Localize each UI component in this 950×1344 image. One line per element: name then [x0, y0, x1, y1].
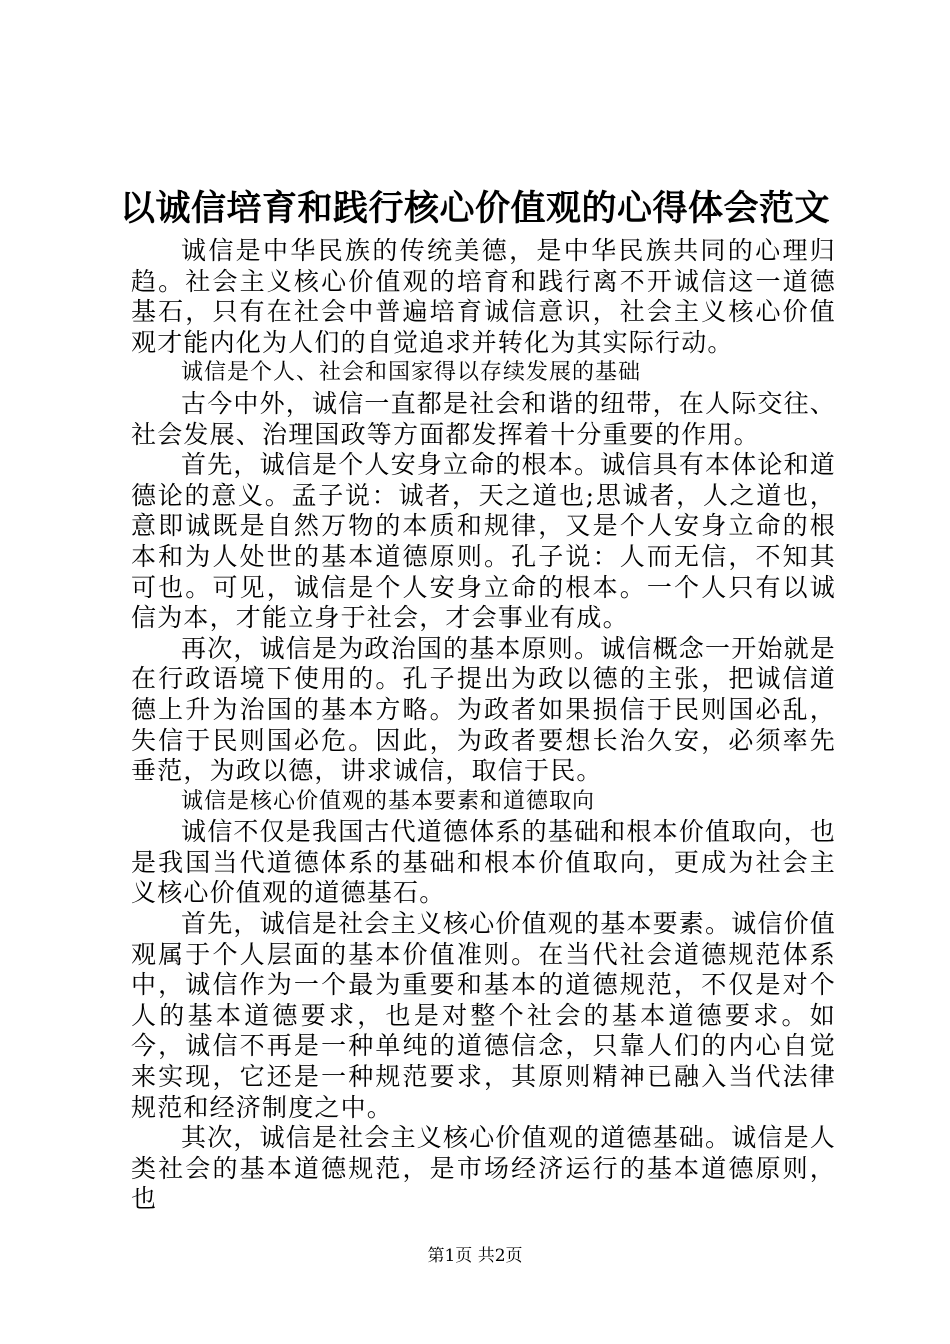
paragraph: 诚信是中华民族的传统美德，是中华民族共同的心理归趋。社会主义核心价值观的培育和践行离不开诚信这一道德基石，只有在社会中普遍培育诚信意识，社会主义核心价值观才能内化为人们的自觉追求并转化为其实际行动。	[131, 236, 836, 357]
paragraph: 古今中外，诚信一直都是社会和谐的纽带，在人际交往、社会发展、治理国政等方面都发挥着十分重要的作用。	[131, 388, 837, 449]
document-body	[131, 236, 836, 1215]
section-heading: 诚信是个人、社会和国家得以存续发展的基础	[181, 360, 642, 386]
section-heading: 诚信是核心价值观的基本要素和道德取向	[181, 788, 596, 814]
paragraph: 首先，诚信是个人安身立命的根本。诚信具有本体论和道德论的意义。孟子说：诚者，天之道也;思诚者，人之道也，意即诚既是自然万物的本质和规律，又是个人安身立命的根本和为人处世的基本道德原则。孔子说：人而无信，不知其可也。可见，诚信是个人安身立命的根本。一个人只有以诚信为本，才能立身于社会，才会事业有成。	[131, 450, 837, 633]
paragraph: 首先，诚信是社会主义核心价值观的基本要素。诚信价值观属于个人层面的基本价值准则。在当代社会道德规范体系中，诚信作为一个最为重要和基本的道德规范，不仅是对个人的基本道德要求，也是对整个社会的基本道德要求。如今，诚信不再是一种单纯的道德信念，只靠人们的内心自觉来实现，它还是一种规范要求，其原则精神已融入当代法律规范和经济制度之中。	[131, 909, 837, 1122]
document-title: 以诚信培育和践行核心价值观的心得体会范文	[119, 188, 830, 229]
paragraph: 其次，诚信是社会主义核心价值观的道德基础。诚信是人类社会的基本道德规范，是市场经济运行的基本道德原则，也	[131, 1123, 837, 1214]
page-number: 第1页 共2页	[427, 1246, 523, 1266]
paragraph: 再次，诚信是为政治国的基本原则。诚信概念一开始就是在行政语境下使用的。孔子提出为政以德的主张，把诚信道德上升为治国的基本方略。为政者如果损信于民则国必乱，失信于民则国必危。因此，为政者要想长治久安，必须率先垂范，为政以德，讲求诚信，取信于民。	[131, 633, 837, 786]
paragraph: 诚信不仅是我国古代道德体系的基础和根本价值取向，也是我国当代道德体系的基础和根本价值取向，更成为社会主义核心价值观的道德基石。	[131, 817, 837, 908]
page-footer	[0, 1244, 950, 1268]
